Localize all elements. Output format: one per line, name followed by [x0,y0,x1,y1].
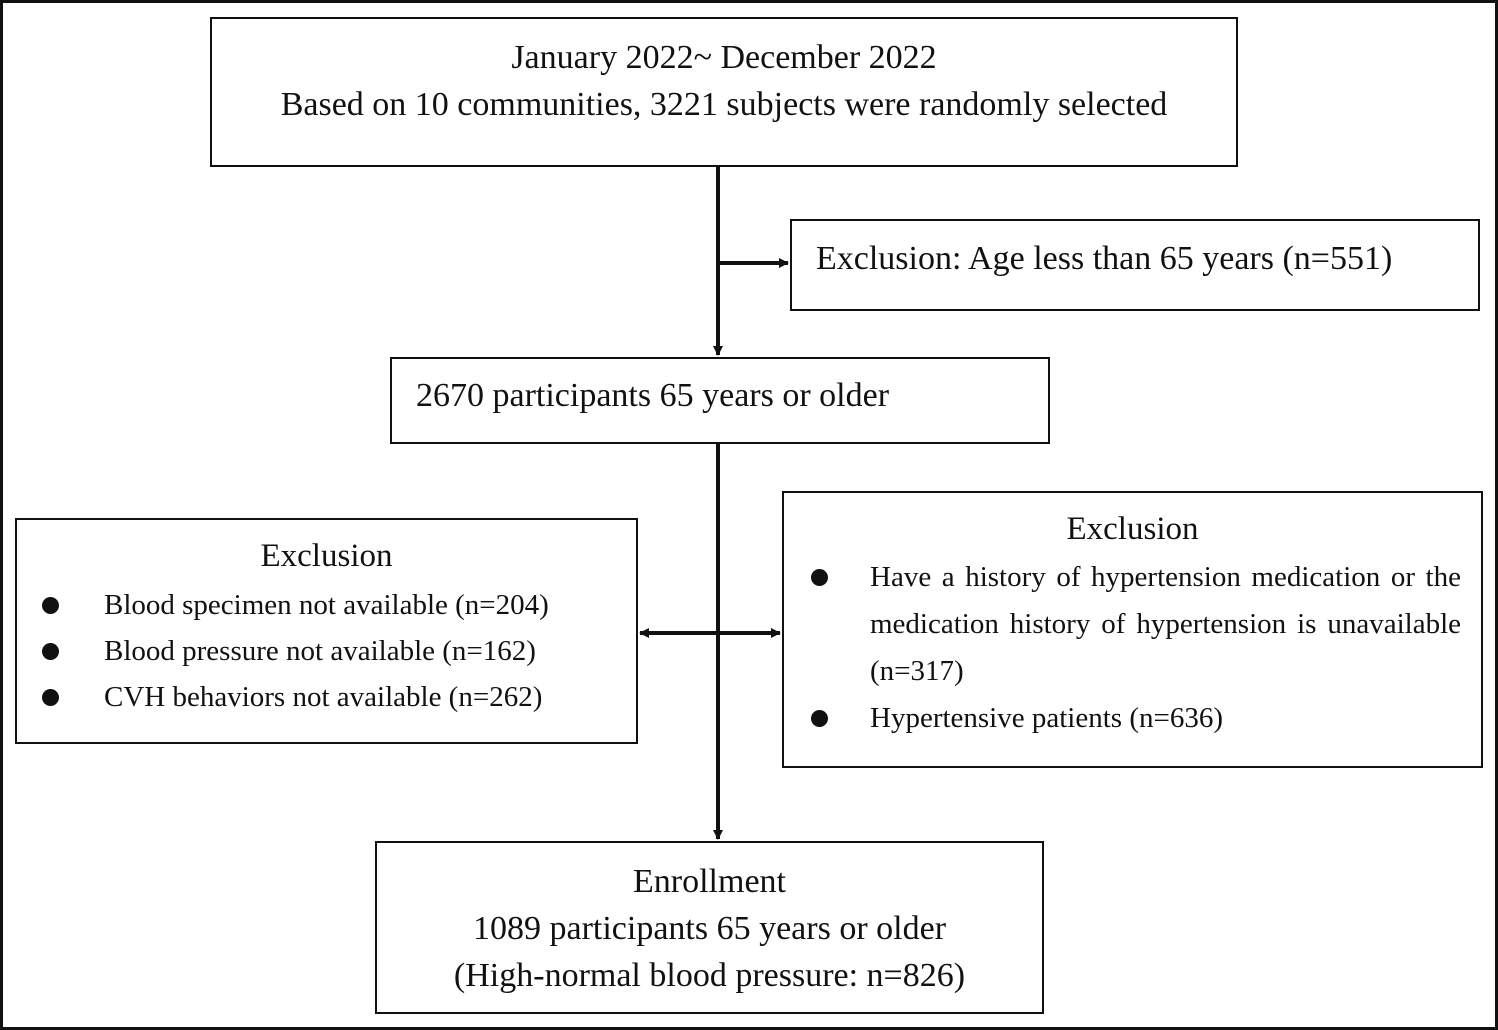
enrollment-heading: Enrollment [633,863,786,900]
start-sampling: Based on 10 communities, 3221 subjects were randomly selected [280,86,1168,123]
left-exclusion-box [15,518,638,744]
bullet-icon [42,597,59,614]
bullet-icon [811,569,828,586]
left-exclusion-item-text: Blood pressure not available (n=162) [104,635,536,667]
eligible-participants-text: 2670 participants 65 years or older [416,377,890,414]
enrollment-box [375,841,1044,1014]
right-exclusion-item-text: Have a history of hypertension medication or the medication history of hypertension is unavailable (n=317) [870,561,1461,687]
left-exclusion-item-text: Blood specimen not available (n=204) [104,589,549,621]
enrollment-count: 1089 participants 65 years or older [472,910,947,947]
right-exclusion-box [782,491,1483,768]
eligible-participants-box [390,357,1050,444]
enrollment-subgroup: (High-normal blood pressure: n=826) [453,957,966,994]
bullet-icon [42,689,59,706]
list-item [17,628,636,674]
start-box [210,17,1238,167]
start-period: January 2022~ December 2022 [511,39,937,76]
list-item [17,674,636,720]
list-item [784,695,1481,742]
age-exclusion-text: Exclusion: Age less than 65 years (n=551) [816,240,1393,277]
age-exclusion-box [790,219,1480,311]
list-item [17,582,636,628]
left-exclusion-heading: Exclusion [260,538,393,574]
bullet-icon [42,643,59,660]
list-item [784,554,1481,695]
right-exclusion-heading: Exclusion [1066,511,1199,547]
left-exclusion-item-text: CVH behaviors not available (n=262) [104,681,543,713]
right-exclusion-item-text: Hypertensive patients (n=636) [870,702,1223,734]
bullet-icon [811,710,828,727]
